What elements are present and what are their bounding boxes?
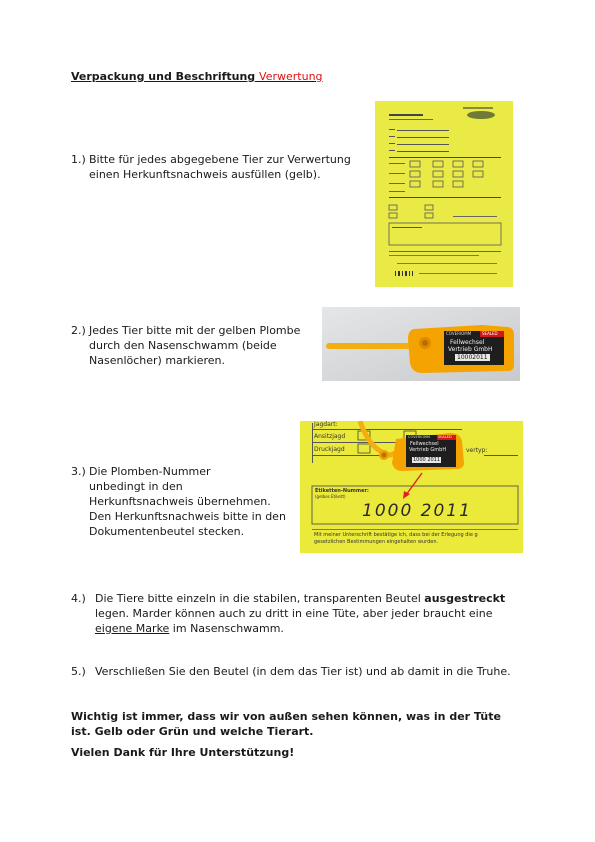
step-text-line: Den Herkunftsnachweis bitte in den [89, 510, 286, 523]
seal-text-line: Vertrieb GmbH [409, 447, 447, 453]
label-etiketten: Etiketten-Nummer: [315, 488, 369, 494]
form-with-seal-photo [300, 421, 523, 553]
footer-text-line: gesetzlichen Bestimmungen eingehalten wurden. [314, 539, 439, 545]
step-number: 4.) [71, 592, 86, 605]
step-number: 2.) [71, 324, 86, 337]
step-text-line: unbedingt in den [89, 480, 183, 493]
step-1 [71, 152, 361, 184]
title-highlight: Verwertung [259, 70, 323, 83]
step-text-line: Nasenlöcher) markieren. [89, 354, 226, 367]
step-text-line: Die Plomben-Nummer [89, 465, 211, 478]
step-text-line: Bitte für jedes abgegebene Tier zur Verwertung [89, 153, 351, 166]
seal-number: 1000 2011 [413, 457, 441, 463]
step-text-line [95, 591, 505, 606]
step-number: 3.) [71, 465, 86, 478]
yellow-seal-photo [322, 307, 520, 381]
step-3 [71, 464, 296, 541]
step-4 [71, 591, 531, 638]
step-text-line: einen Herkunftsnachweis ausfüllen (gelb). [89, 168, 321, 181]
step-text-line: durch den Nasenschwamm (beide [89, 339, 277, 352]
step-text-underlined: eigene Marke [95, 622, 170, 635]
seal-tag: SEALED [482, 331, 498, 336]
handwritten-number: 1000 2011 [362, 501, 472, 521]
page-title [71, 70, 323, 83]
seal-brand: COVERIOMM [408, 435, 431, 439]
footer-text-line: Mit meiner Unterschrift bestätige ich, dass bei der Erlegung die g [314, 532, 478, 538]
seal-text-line: Vertrieb GmbH [448, 346, 493, 353]
label-revier: vertyp: [466, 447, 488, 454]
step-text-line: Dokumentenbeutel stecken. [89, 525, 245, 538]
herkunftsnachweis-form-photo [375, 101, 513, 287]
step-text-segment: im Nasenschwamm. [169, 622, 284, 635]
step-number: 1.) [71, 153, 86, 166]
title-main: Verpackung und Beschriftung [71, 70, 256, 83]
step-text-line: Verschließen Sie den Beutel (in dem das Tier ist) und ab damit in die Truhe. [95, 665, 511, 678]
closing-note-line: ist. Gelb oder Grün und welche Tierart. [71, 725, 314, 738]
step-text-segment: Die Tiere bitte einzeln in die stabilen, transparenten Beutel [95, 592, 425, 605]
label-etiketten-sub: (gelbes Etikett) [315, 494, 346, 499]
label-druckjagd: Druckjagd [314, 446, 345, 453]
step-2 [71, 323, 321, 370]
seal-text-line: Fellwechsel [410, 441, 439, 447]
step-5 [71, 664, 531, 680]
step-text-bold: ausgestreckt [424, 592, 506, 605]
seal-text-line: Fellwechsel [450, 339, 485, 346]
step-number: 5.) [71, 665, 86, 678]
step-text-line [95, 621, 284, 636]
label-ansitzjagd: Ansitzjagd [314, 433, 346, 440]
seal-number: 10002011 [457, 354, 488, 361]
step-text-line: legen. Marder können auch zu dritt in eine Tüte, aber jeder braucht eine [95, 607, 493, 620]
label-jagdart: Jagdart: [314, 421, 338, 428]
seal-brand: COVERIOMM [446, 331, 472, 336]
seal-tag: SEALED [438, 435, 452, 439]
closing-note-line: Wichtig ist immer, dass wir von außen sehen können, was in der Tüte [71, 710, 501, 723]
thank-you-line: Vielen Dank für Ihre Unterstützung! [71, 746, 295, 759]
step-text-line: Herkunftsnachweis übernehmen. [89, 495, 271, 508]
step-text-line: Jedes Tier bitte mit der gelben Plombe [89, 324, 301, 337]
